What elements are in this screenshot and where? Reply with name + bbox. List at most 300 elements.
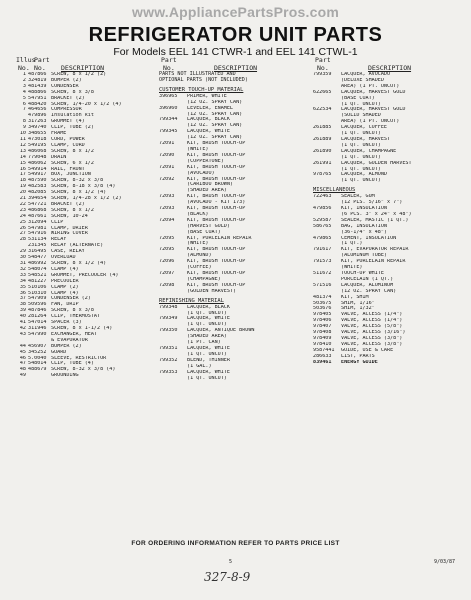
part-description: SCREW, 8 x 1/2 (4): [51, 261, 107, 266]
part-description: (AVOCADO): [187, 170, 215, 176]
illus-number: 37: [19, 296, 26, 302]
header-part-no: No.: [163, 64, 175, 72]
part-number: 324819: [28, 77, 47, 83]
part-description: CLAMP, DRIER: [51, 225, 88, 231]
part-description: KIT, BRUSH TOUCH-UP: [187, 152, 246, 158]
part-description: FAN, DRIP: [51, 302, 79, 308]
parts-list: [313, 194, 465, 359]
part-number: 511672: [313, 271, 332, 276]
part-number: 799348: [159, 304, 178, 310]
illus-number: 25: [19, 219, 26, 225]
part-number: 622534: [313, 107, 332, 113]
part-description: SCREW, 8 x 3/8: [51, 308, 94, 314]
part-description: CLIP, THERMOSTAT: [51, 314, 101, 320]
illus-number: 16: [19, 166, 26, 172]
part-description: (6 PCS. 3" x 24" x 48"): [341, 211, 412, 217]
part-description: (SHADED AREA): [187, 334, 227, 340]
part-description: SHIM, 1/32": [341, 306, 375, 312]
part-description: CASE, RELAY: [51, 249, 85, 255]
part-number: 317263: [28, 119, 47, 125]
illus-number: 27: [19, 231, 26, 237]
part-description: (CHAMPAGNE): [187, 276, 221, 282]
part-number: 799359: [313, 72, 332, 77]
part-number: 547951: [28, 95, 47, 101]
part-number: 549914: [28, 166, 47, 172]
page-title: REFRIGERATOR UNIT PARTS: [88, 24, 383, 46]
note-line: PARTS NOT ILLUSTRATED AND: [159, 71, 236, 77]
part-number: 978405: [313, 312, 332, 318]
part-description: LACQUER, COFFEE: [341, 125, 388, 131]
part-number: 978409: [313, 335, 332, 341]
part-description: RELAY (ALTERNATE): [51, 243, 104, 249]
page-number: 5: [229, 559, 233, 565]
part-number: 547721: [28, 201, 47, 207]
part-description: AREA) (1 PT. UNCUT): [341, 119, 400, 125]
part-number: 487866: [28, 72, 47, 77]
part-number: 799353: [159, 369, 178, 375]
illus-number: 48: [19, 367, 26, 373]
header-description: DESCRIPTION: [61, 64, 105, 72]
parts-column-1: [16, 56, 166, 379]
part-number: 548074: [28, 266, 47, 272]
illus-number: 45: [19, 349, 26, 355]
part-number: 549195: [28, 142, 47, 148]
part-number: 529587: [313, 217, 332, 223]
part-description: VALVE, ACCESS (3/8"): [341, 341, 403, 347]
part-description: KIT, INSULATION: [341, 206, 388, 212]
part-number: 486992: [28, 261, 47, 266]
part-description: BUMPER (2): [51, 77, 82, 83]
part-description: SHIM, 1/16": [341, 300, 375, 306]
part-number: 72094: [159, 217, 175, 223]
part-number: 72096: [159, 259, 175, 265]
header-part-no: No.: [34, 64, 46, 72]
illus-number: 10: [19, 131, 26, 137]
note-line: OPTIONAL PARTS (NOT INCLUDED): [159, 76, 248, 83]
part-number: 9587441: [313, 347, 335, 353]
part-number: 348655: [28, 131, 47, 137]
part-description: (WHITE): [187, 241, 209, 247]
illus-number: 35: [19, 284, 26, 290]
part-description: (1 QT. UNCUT): [341, 131, 381, 137]
part-number: 72093: [159, 194, 175, 200]
part-description: KIT, BRUSH TOUCH-UP: [187, 194, 246, 200]
part-description: SCREW, 8-18 x 3/8 (4): [51, 184, 116, 190]
part-number: 487661: [28, 213, 47, 219]
illus-number: 23: [19, 207, 26, 213]
part-number: 488679: [28, 367, 47, 373]
part-number: 481439: [28, 83, 47, 89]
part-description: (BASE COAT): [187, 229, 221, 235]
illus-number: 30: [19, 255, 26, 261]
part-description: (12 OZ. SPRAY CAN): [341, 288, 397, 294]
part-number: 548521: [28, 272, 47, 278]
part-description: GROMMET (4): [51, 119, 85, 125]
part-description: PRECOOLER: [51, 278, 79, 284]
part-number: 503675: [313, 300, 332, 306]
part-description: LACQUER, BLACK: [187, 304, 230, 310]
part-description: LACQUER, CHAMPAGNE: [341, 148, 397, 154]
header-part: Part: [315, 56, 331, 64]
illus-number: 47: [19, 361, 26, 367]
part-description: KIT, BRUSH TOUCH-UP: [187, 259, 246, 265]
part-description: LACQUER, WHITE: [187, 345, 230, 351]
part-description: OVERLOAD: [51, 255, 76, 261]
illus-number: 38: [19, 302, 26, 308]
part-description: ENERGY GUIDE: [341, 359, 378, 365]
part-number: 72095: [159, 235, 175, 241]
part-number: [159, 289, 187, 295]
part-number: 547990: [28, 331, 47, 337]
part-description: LACQUER, ANTIQUE BROWN: [187, 328, 255, 334]
section-heading: CUSTOMER TOUCH-UP MATERIAL: [159, 86, 244, 93]
part-number: 487846: [28, 308, 47, 314]
watermark: www.AppliancePartsPros.com: [132, 4, 339, 20]
part-description: CLIP, TUBE (2): [51, 125, 94, 131]
illus-number: 36: [19, 290, 26, 296]
part-number: 547909: [28, 296, 47, 302]
part-description: VALVE, ACCESS (3/16"): [341, 330, 406, 336]
part-description: LACQUER, HARVEST GOLD: [341, 107, 406, 113]
column-header: [159, 56, 311, 72]
part-description: GUIDE, USE & CARE: [341, 347, 394, 353]
part-description: RELAY: [51, 237, 67, 243]
part-number: 722463: [313, 194, 332, 200]
illus-number: 7: [22, 107, 26, 113]
illus-number: 14: [19, 154, 26, 160]
part-number: 312094: [28, 219, 47, 225]
part-description: GROMMET, PRECOOLER (4): [51, 272, 119, 278]
part-description: SCREW, 8 x 3/8: [51, 89, 94, 95]
illus-number: 24: [19, 213, 26, 219]
column-header: [16, 56, 166, 72]
part-number: 72095: [159, 247, 175, 253]
part-number: 510106: [28, 284, 47, 290]
parts-list: [313, 72, 465, 184]
part-description: KIT, BRUSH TOUCH-UP: [187, 176, 246, 182]
part-number: 622665: [313, 89, 332, 95]
part-description: (GOLDEN HARVEST): [187, 288, 237, 294]
part-description: SEALER, GUM: [341, 194, 375, 200]
part-description: (1 QT. UNCUT): [187, 322, 227, 328]
illus-number: 31: [19, 261, 26, 266]
part-number: 72093: [159, 206, 175, 212]
part-number: 548014: [28, 361, 47, 367]
part-description: (AVOCADO - KIT 173): [187, 200, 246, 206]
part-description: (DELUXE SHADED: [341, 77, 384, 83]
part-description: & EVAPORATOR: [51, 337, 88, 343]
handwritten-note: 327-8-9: [204, 570, 251, 584]
part-number: 509596: [28, 302, 47, 308]
part-number: 261889: [313, 136, 332, 142]
part-description: VALVE, ACCESS (1/4"): [341, 312, 403, 318]
part-description: GROUNDING: [51, 373, 79, 379]
part-description: WIRING COVER: [51, 231, 88, 237]
page-subtitle: For Models EEL 141 CTWR-1 and EEL 141 CTWL-1: [113, 46, 358, 58]
illus-number: 26: [19, 225, 26, 231]
illus-number: 5: [22, 95, 26, 101]
illus-number: 13: [19, 148, 26, 154]
illus-number: 42: [19, 325, 26, 331]
part-number: [159, 376, 187, 382]
part-description: KIT, BRUSH TOUCH-UP: [187, 271, 246, 276]
part-description: CLAMP (4): [51, 266, 79, 272]
part-number: 231345: [28, 243, 47, 249]
part-description: SCREW, 1/4-20 x 1/2 (4): [51, 101, 122, 107]
illus-number: 20: [19, 190, 26, 196]
illus-number: 21: [19, 196, 26, 202]
part-number: 531134: [28, 237, 47, 243]
part-description: (12 OZ. SPRAY CAN): [187, 135, 243, 141]
part-description: (12 OZ. SPRAY CAN): [187, 123, 243, 129]
part-number: 261885: [313, 125, 332, 131]
part-number: 481374: [313, 294, 332, 300]
part-number: 72097: [159, 271, 175, 276]
part-number: 456907: [28, 343, 47, 349]
illus-number: 32: [19, 266, 26, 272]
part-description: BRACKET (2): [51, 201, 85, 207]
part-description: PORCELAIN (1 QT.): [341, 276, 394, 282]
part-description: LACQUER, ALUMINUM: [341, 282, 394, 288]
part-description: SCREW, 8 x 1/2 (2): [51, 72, 107, 77]
part-number: 791617: [313, 247, 332, 253]
part-number: 799352: [159, 357, 178, 363]
illus-number: 18: [19, 178, 26, 184]
illus-number: 41: [19, 320, 26, 326]
column-header: [313, 56, 465, 72]
part-number: 488866: [28, 89, 47, 95]
part-number: 5.0040: [28, 355, 47, 361]
part-description: CONDENSER (2): [51, 296, 91, 302]
part-description: SCREW, 8-32 x 3/8 (4): [51, 367, 116, 373]
part-description: TOUCH-UP WHITE: [341, 271, 384, 276]
part-number: 261890: [313, 148, 332, 154]
part-number: 799345: [159, 129, 178, 135]
part-description: BLEND, THINNER: [187, 357, 230, 363]
part-description: SLEEVE, RESTRICTOR: [51, 355, 107, 361]
part-description: (ALUMINUM TUBE): [341, 253, 388, 259]
part-description: (CARIBOU BROWN): [187, 182, 234, 188]
part-number: 547014: [28, 320, 47, 326]
part-number: 799349: [159, 316, 178, 322]
part-description: LACQUER, HARVEST GOLD: [341, 89, 406, 95]
parts-column-2: [159, 56, 311, 381]
header-part-no: No.: [317, 64, 329, 72]
part-description: (SHADED AREA): [187, 188, 227, 194]
illus-number: 3: [22, 83, 26, 89]
part-description: (1 QT. UNCUT): [341, 142, 381, 148]
part-number: 72091: [159, 164, 175, 170]
part-number: 72090: [159, 152, 175, 158]
part-number: 487590: [28, 178, 47, 184]
part-number: 488420: [28, 101, 47, 107]
part-description: (BLACK): [187, 211, 209, 217]
part-description: (SOLID SHADED: [341, 113, 381, 119]
print-date: 9/03/87: [434, 559, 456, 565]
illus-number: 15: [19, 160, 26, 166]
part-number: 286633: [313, 353, 332, 359]
part-number: 464656: [28, 107, 47, 113]
part-number: 482085: [28, 190, 47, 196]
part-number: 547916: [28, 231, 47, 237]
part-description: (1 QT.): [341, 241, 363, 247]
part-description: COMPRESSOR: [51, 107, 82, 113]
part-description: VALVE, ACCESS (1/4"): [341, 318, 403, 324]
part-number: 479896: [28, 113, 47, 119]
part-description: (1 QT. UNCUT): [187, 351, 227, 357]
illus-number: 44: [19, 343, 26, 349]
part-description: CEMENT, INSULATION: [341, 235, 397, 241]
part-number: 473018: [28, 136, 47, 142]
part-number: 394654: [28, 196, 47, 202]
part-description: CLAMP (2): [51, 284, 79, 290]
part-number: 791573: [313, 259, 332, 265]
part-number: 779048: [28, 154, 47, 160]
part-description: SCREW, 8 x 1/2: [51, 148, 94, 154]
part-description: SCREW, 8 x 1-1/2 (4): [51, 325, 113, 331]
illus-number: 12: [19, 142, 26, 148]
part-description: AREA) (1 PT. UNCUT): [341, 83, 400, 89]
part-description: SEALER, MASTIC (1 QT.): [341, 217, 409, 223]
section-heading: REFINISHING MATERIAL: [159, 297, 224, 304]
part-description: SCREW, 10-24: [51, 213, 88, 219]
parts-list: [16, 72, 166, 379]
part-description: LACQUER, WHITE: [187, 316, 230, 322]
part-description: (1 QT. UNCUT): [187, 310, 227, 316]
part-description: SCREW, 8 x 1/2 (4): [51, 190, 107, 196]
part-number: 549917: [28, 172, 47, 178]
part-description: RAIL, FRONT: [51, 166, 85, 172]
part-description: VALVE, ACCESS (5/8"): [341, 324, 403, 330]
part-description: (WHITE): [341, 265, 363, 271]
part-description: (12 OZ. SPRAY CAN): [187, 111, 243, 117]
part-description: (36-1/4" x 48"): [341, 229, 388, 235]
part-description: SCREW, 1/4-28 x 1/2 (2): [51, 196, 122, 202]
illus-number: 49: [19, 373, 26, 379]
part-number: 978410: [313, 341, 332, 347]
part-number: [28, 373, 51, 379]
part-description: BOX, JUNCTION: [51, 172, 91, 178]
illus-number: 1: [22, 72, 26, 77]
part-number: [313, 178, 341, 184]
part-description: SPACER (3): [51, 320, 82, 326]
header-illus: Illus: [16, 56, 36, 64]
illus-number: 6: [22, 101, 26, 107]
part-description: KIT, BRUSH TOUCH-UP: [187, 141, 246, 147]
illus-number: 46: [19, 355, 26, 361]
part-number: 72091: [159, 141, 175, 147]
part-description: KIT, BRUSH TOUCH-UP: [187, 164, 246, 170]
illus-number: 43: [19, 331, 26, 337]
part-number: 978406: [313, 318, 332, 324]
part-description: KIT, BRUSH TOUCH-UP: [187, 282, 246, 288]
part-number: 349740: [28, 125, 47, 131]
list-item: [159, 289, 311, 295]
part-description: (1 QT. UNCUT): [341, 178, 381, 184]
part-description: CLIP: [51, 219, 64, 225]
part-description: LACQUER, HARVEST: [341, 136, 391, 142]
illus-number: 28: [19, 237, 26, 243]
illus-number: 4: [22, 89, 26, 95]
part-number: 978765: [313, 172, 332, 178]
part-number: 548477: [28, 255, 47, 261]
part-number: 396960: [159, 105, 178, 111]
illus-number: 19: [19, 184, 26, 190]
part-description: Insulation kit: [51, 113, 94, 119]
ordering-note: FOR ORDERING INFORMATION REFER TO PARTS PRICE LIST: [131, 540, 340, 547]
part-number: 481227: [28, 278, 47, 284]
part-description: GUARD: [51, 349, 67, 355]
list-item: [159, 376, 311, 382]
illus-number: 40: [19, 314, 26, 320]
part-description: DRAIN: [51, 154, 67, 160]
part-number: 547981: [28, 225, 47, 231]
illus-number: 2: [22, 77, 26, 83]
part-description: (ALMOND): [187, 253, 212, 259]
part-number: 839461: [313, 359, 332, 365]
part-number: 479856: [313, 206, 332, 212]
part-description: LIST, PARTS: [341, 353, 375, 359]
illus-number: 33: [19, 272, 26, 278]
parts-list: [159, 94, 311, 295]
part-description: (HARVEST GOLD): [187, 223, 230, 229]
part-number: 281264: [28, 314, 47, 320]
part-description: KIT, BRUSH TOUCH-UP: [187, 206, 246, 212]
part-description: LACQUER, WHITE: [187, 369, 230, 375]
part-description: (1 QT. UNCUT): [341, 101, 381, 107]
header-part: Part: [161, 56, 177, 64]
part-description: CLIP, TUBE (4): [51, 361, 94, 367]
part-number: 978408: [313, 330, 332, 336]
header-illus-no: No.: [18, 64, 30, 72]
part-number: 482583: [28, 184, 47, 190]
part-number: 72098: [159, 282, 175, 288]
part-description: (1 QT. UNCUT): [187, 375, 227, 381]
part-description: SCREW, 6 x 1/2: [51, 160, 94, 166]
part-number: 261991: [313, 160, 332, 166]
part-description: KIT, PORCELAIN REPAIR: [187, 235, 252, 241]
parts-list: [159, 305, 311, 382]
part-description: CLAMP (4): [51, 290, 79, 296]
part-description: CLAMP, CORD: [51, 142, 85, 148]
part-number: 486068: [28, 148, 47, 154]
part-description: CORD, POWER: [51, 136, 85, 142]
illus-number: 17: [19, 172, 26, 178]
part-description: BUMPER (2): [51, 343, 82, 349]
part-number: 479865: [313, 235, 332, 241]
illus-number: 39: [19, 308, 26, 314]
part-description: VALVE, ACCESS (3/8"): [341, 335, 403, 341]
part-description: KIT, SHIM: [341, 294, 369, 300]
part-description: KIT, BRUSH TOUCH-UP: [187, 247, 246, 253]
part-description: LACQUER, ALMOND: [341, 172, 388, 178]
part-number: 799350: [159, 328, 178, 334]
part-description: (COPPERTONE): [187, 158, 224, 164]
part-description: (BASE COAT): [341, 95, 375, 101]
part-description: LEVELER, ENAMEL: [187, 105, 234, 111]
part-description: (12 PLS. 5/16" x 7"): [341, 200, 403, 206]
part-number: 978407: [313, 324, 332, 330]
part-description: EXCHANGER, HEAT: [51, 331, 98, 337]
part-description: (1 GAL.): [187, 363, 212, 369]
part-description: KIT, BRUSH TOUCH-UP: [187, 217, 246, 223]
section-heading: MISCELLANEOUS: [313, 187, 356, 194]
part-description: LACQUER, WHITE: [187, 129, 230, 135]
list-item: [313, 178, 465, 184]
header-description: DESCRIPTION: [214, 64, 258, 72]
part-description: PRIMER, WHITE: [187, 93, 227, 99]
part-description: LACQUER, AVOCADO: [341, 72, 391, 77]
